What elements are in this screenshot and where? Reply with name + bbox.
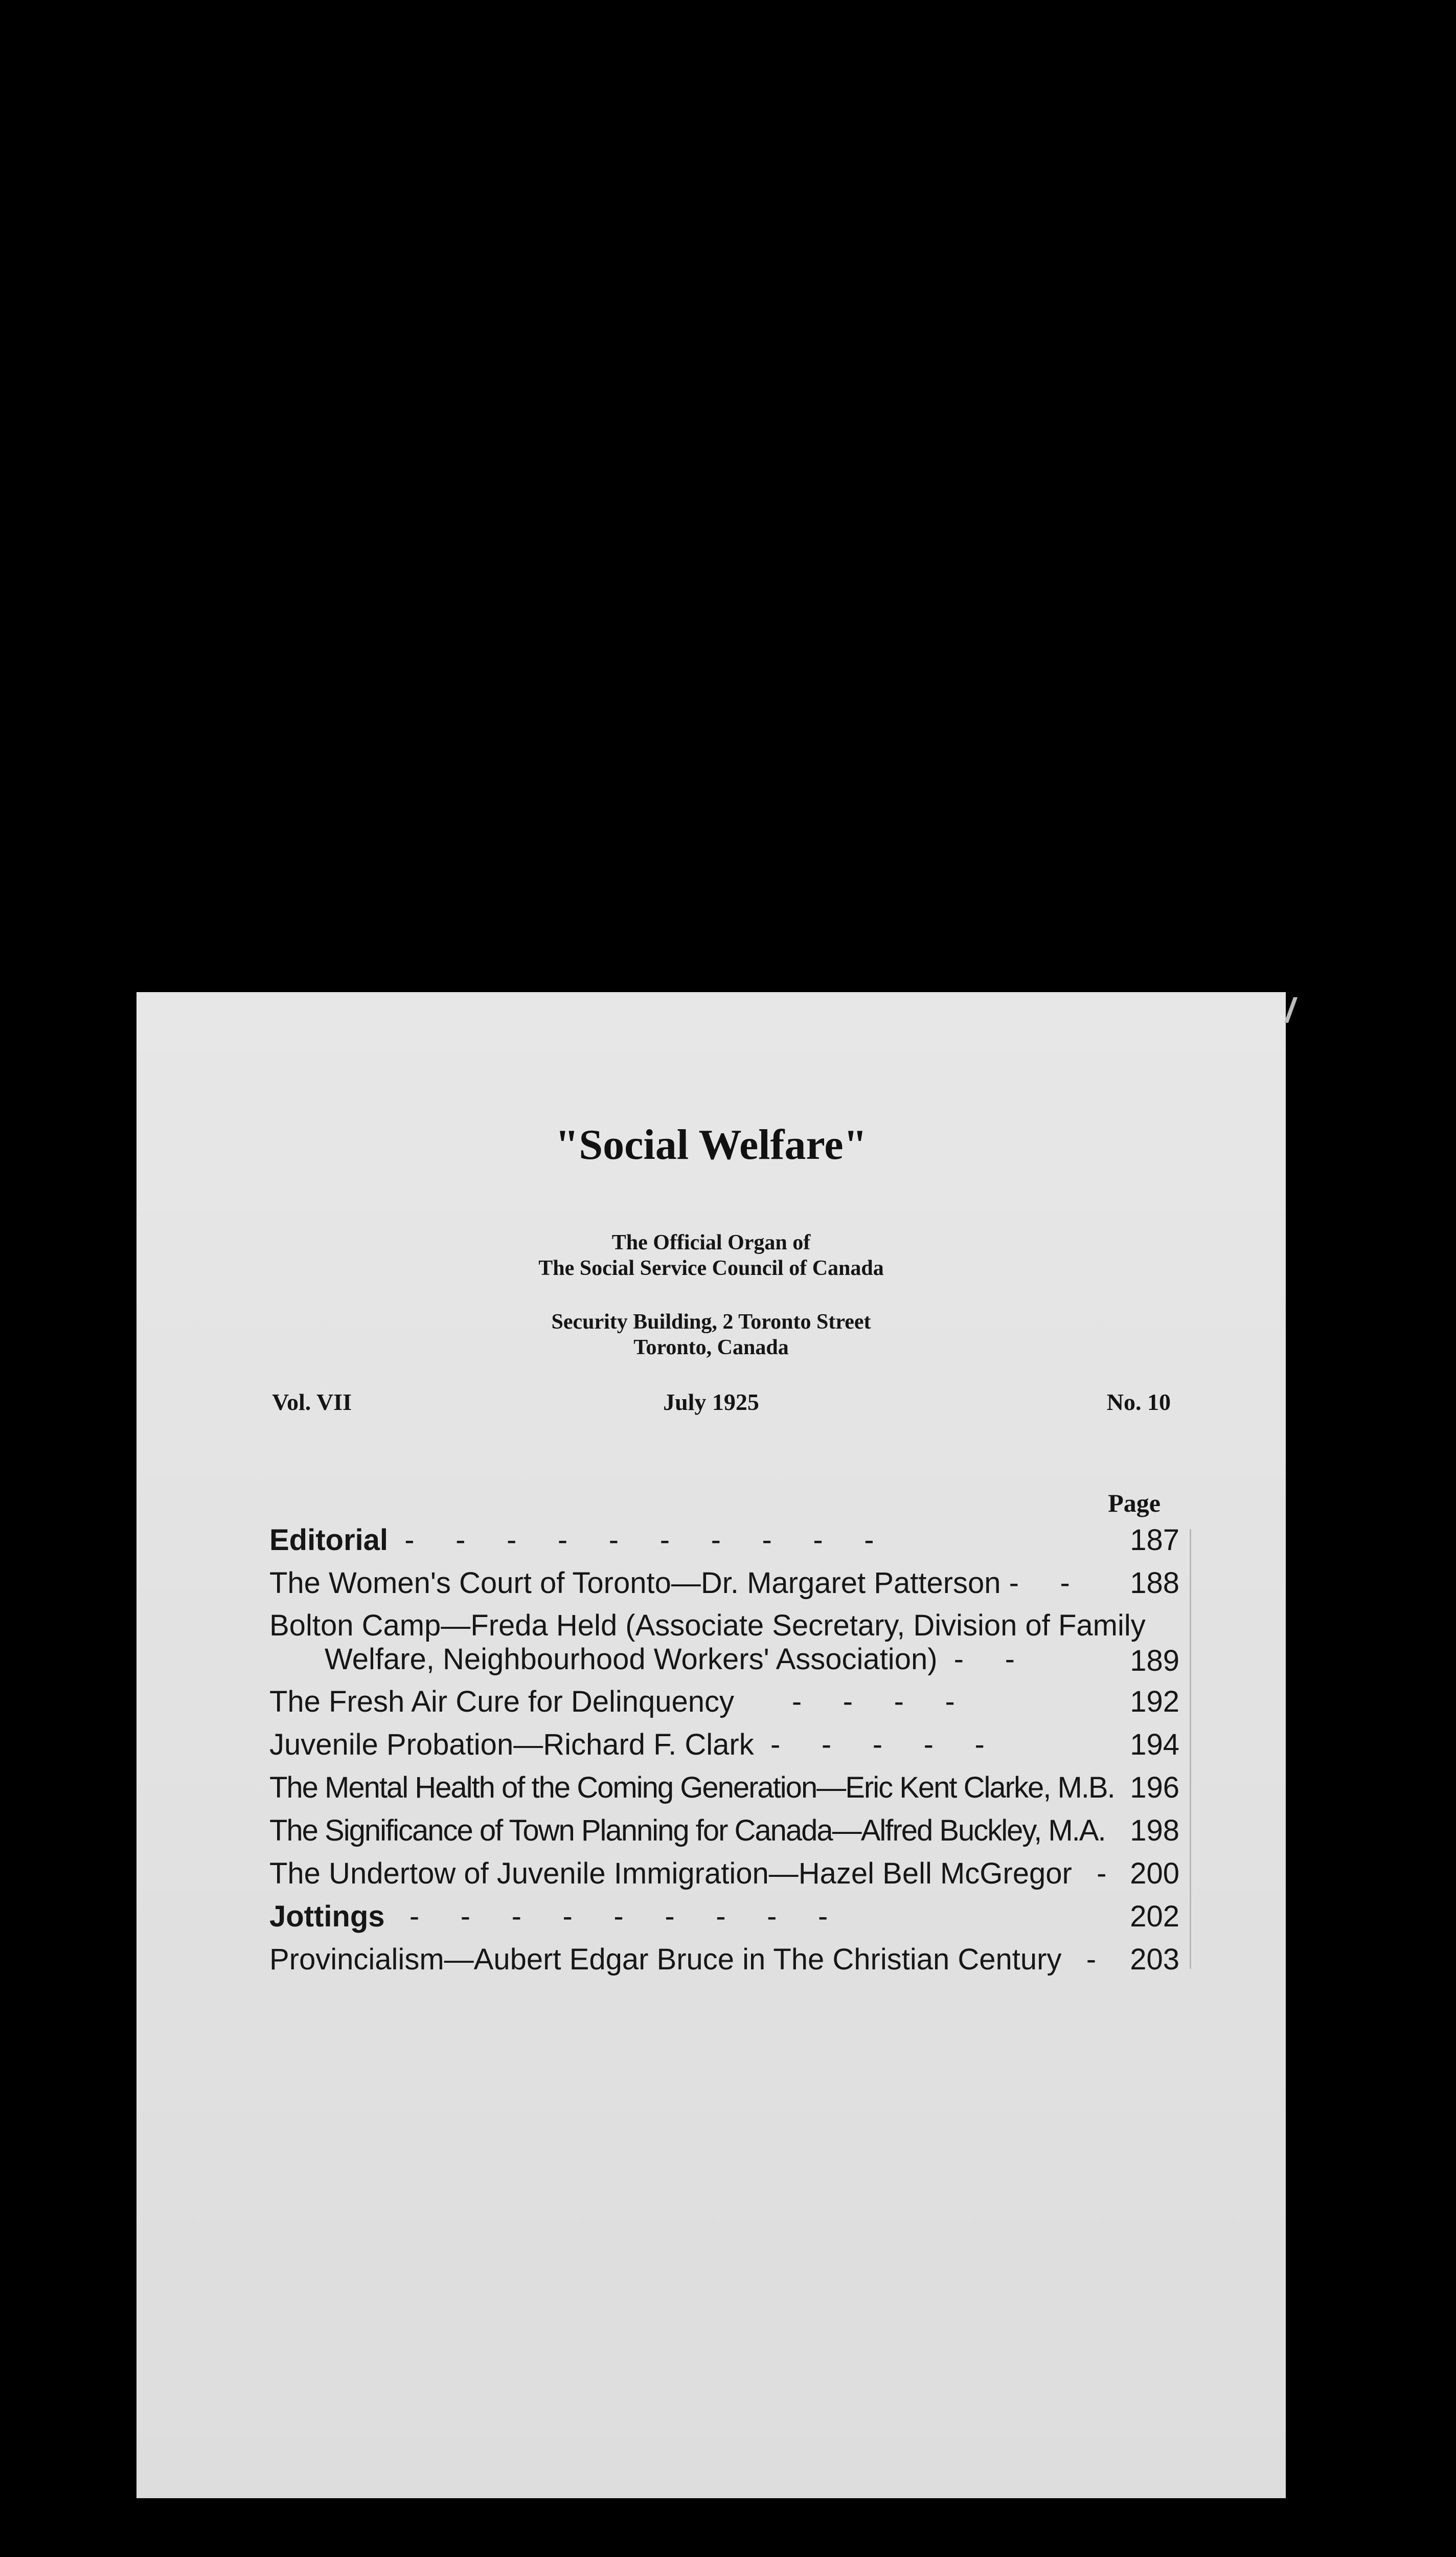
- toc-entry-title: [269, 1680, 955, 1723]
- toc-entry-text: The Significance of Town Planning for Canada—Alfred Buckley, M.A.: [269, 1814, 1105, 1847]
- toc-entry-title: [269, 1852, 1107, 1895]
- toc-entry-text: Provincialism—Aubert Edgar Bruce in The Christian Century: [269, 1943, 1062, 1976]
- toc-row: [269, 1809, 1179, 1852]
- toc-row: [269, 1766, 1179, 1809]
- issue-date: July 1925: [663, 1389, 759, 1415]
- toc-entry-title: [269, 1723, 985, 1766]
- issue-number: No. 10: [1106, 1389, 1171, 1415]
- toc-leader: - -: [937, 1643, 1015, 1676]
- table-of-contents: [269, 1519, 1179, 1981]
- publisher-block: [136, 1230, 1286, 1281]
- toc-row: [269, 1723, 1179, 1766]
- toc-page-header: Page: [1108, 1489, 1161, 1517]
- toc-entry-page: 203: [1130, 1943, 1179, 1976]
- subtitle-line-2: The Social Service Council of Canada: [538, 1257, 884, 1280]
- toc-row: [269, 1852, 1179, 1895]
- toc-entry-text: Bolton Camp—Freda Held (Associate Secretary, Division of Family: [269, 1609, 1146, 1642]
- toc-entry-text: The Fresh Air Cure for Delinquency: [269, 1685, 735, 1718]
- address-line-1: Security Building, 2 Toronto Street: [551, 1310, 871, 1334]
- toc-entry-page: 196: [1130, 1771, 1179, 1804]
- toc-entry-text: Jottings: [269, 1900, 385, 1933]
- toc-entry-title: [269, 1809, 1105, 1852]
- margin-rule: [1190, 1529, 1191, 1969]
- toc-entry-page: 189: [1130, 1644, 1179, 1677]
- toc-entry-text: Editorial: [269, 1523, 389, 1557]
- subtitle-line-1: The Official Organ of: [611, 1231, 811, 1254]
- toc-row: [269, 1938, 1179, 1981]
- toc-entry-title: [269, 1562, 1070, 1605]
- toc-entry-text: The Mental Health of the Coming Generation—Eric Kent Clarke, M.B.: [269, 1771, 1114, 1804]
- toc-leader: - - - -: [734, 1685, 955, 1718]
- toc-leader: -: [1061, 1943, 1097, 1976]
- toc-entry-title: [269, 1938, 1096, 1981]
- toc-entry-title: [269, 1609, 1146, 1676]
- toc-leader: - -: [1000, 1566, 1070, 1600]
- journal-title: "Social Welfare": [555, 1121, 868, 1169]
- toc-entry-text: The Women's Court of Toronto—Dr. Margaret Patterson: [269, 1566, 1001, 1600]
- toc-entry-page: 200: [1130, 1857, 1179, 1890]
- toc-entry-page: 188: [1130, 1566, 1179, 1600]
- toc-entry-text: Juvenile Probation—Richard F. Clark: [269, 1728, 754, 1761]
- toc-row: [269, 1895, 1179, 1938]
- toc-row: [269, 1519, 1179, 1562]
- volume-label: Vol. VII: [272, 1389, 352, 1415]
- toc-row: [269, 1680, 1179, 1723]
- toc-entry-page: 187: [1130, 1523, 1179, 1557]
- document-page: [136, 992, 1286, 2498]
- toc-entry-title: [269, 1895, 828, 1938]
- toc-row: [269, 1562, 1179, 1605]
- toc-leader: -: [1072, 1857, 1107, 1890]
- toc-entry-title: [269, 1766, 1114, 1809]
- toc-entry-text: The Undertow of Juvenile Immigration—Hazel Bell McGregor: [269, 1857, 1072, 1890]
- toc-entry-page: 194: [1130, 1728, 1179, 1761]
- toc-row: [269, 1605, 1179, 1680]
- toc-leader: - - - - - - - - - -: [388, 1523, 874, 1557]
- toc-entry-title: [269, 1519, 874, 1562]
- toc-entry-text-line-2: Welfare, Neighbourhood Workers' Association): [325, 1643, 938, 1676]
- toc-entry-page: 198: [1130, 1814, 1179, 1847]
- toc-entry-page: 202: [1130, 1900, 1179, 1933]
- address-block: [136, 1309, 1286, 1360]
- toc-entry-page: 192: [1130, 1685, 1179, 1718]
- address-line-2: Toronto, Canada: [633, 1336, 789, 1359]
- toc-leader: - - - - - - - - -: [384, 1900, 828, 1933]
- toc-leader: - - - - -: [754, 1728, 985, 1761]
- page-edge-mark: [1284, 997, 1298, 1023]
